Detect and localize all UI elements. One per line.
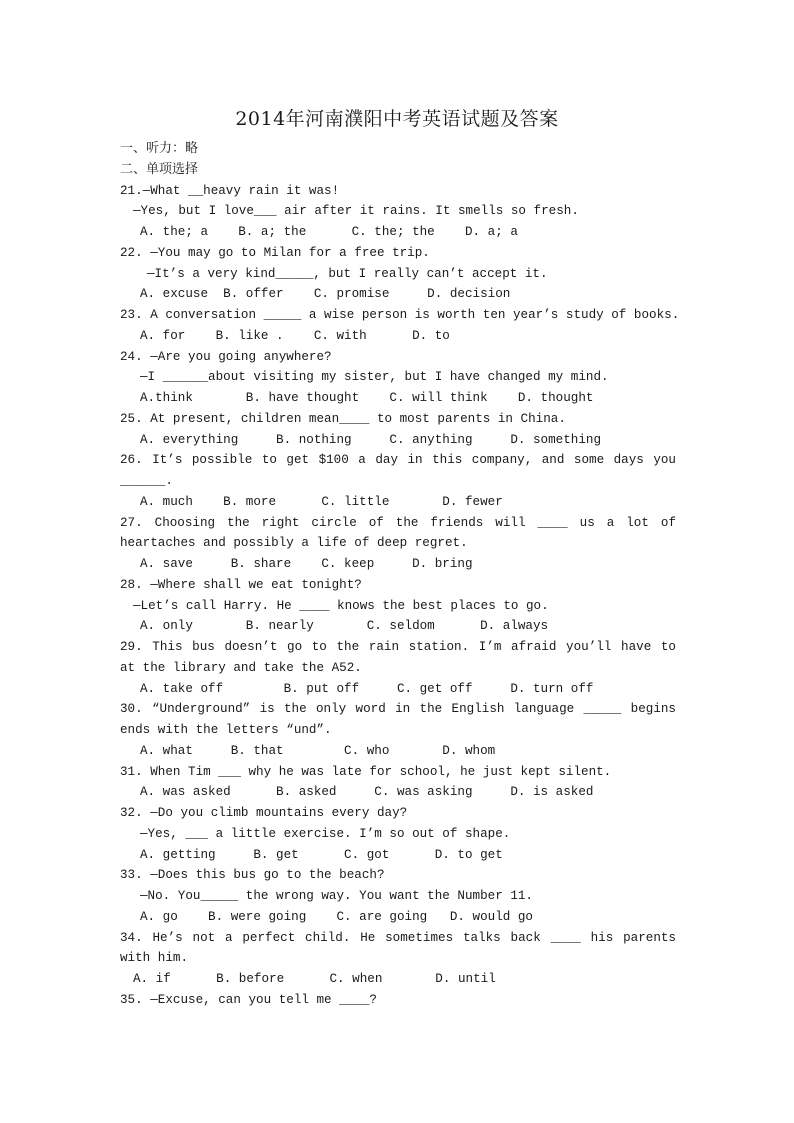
question-24: 24. —Are you going anywhere? (120, 349, 332, 364)
question-29-continued: at the library and take the A52. (120, 660, 362, 675)
question-30-continued: ends with the letters “und”. (120, 723, 332, 737)
question-26-options: A. much B. more C. little D. fewer (140, 494, 503, 509)
question-34-continued: with him. (120, 951, 189, 966)
question-34: 34. He’s not a perfect child. He sometimes talks back ____ his parents (120, 930, 676, 945)
question-30: 30. “Underground” is the only word in the English language _____ begins (120, 702, 676, 717)
section-single-choice: 二、单项选择 (120, 161, 199, 177)
question-33-reply: —No. You_____ the wrong way. You want the Number 11. (140, 889, 533, 903)
question-23: 23. A conversation _____ a wise person is worth ten year’s study of books. (120, 308, 680, 322)
question-33-options: A. go B. were going C. are going D. would go (140, 909, 533, 924)
question-23-options: A. for B. like . C. with D. to (140, 328, 450, 343)
question-21-reply: —Yes, but I love___ air after it rains. It smells so fresh. (133, 204, 579, 219)
question-21-options: A. the; a B. a; the C. the; the D. a; a (140, 225, 518, 239)
question-25: 25. At present, children mean____ to most parents in China. (120, 411, 566, 426)
question-25-options: A. everything B. nothing C. anything D. something (140, 432, 602, 447)
question-27-options: A. save B. share C. keep D. bring (140, 557, 473, 571)
question-31-options: A. was asked B. asked C. was asking D. is asked (140, 785, 594, 800)
question-27: 27. Choosing the right circle of the friends will ____ us a lot of (120, 515, 676, 530)
question-29: 29. This bus doesn’t go to the rain station. I’m afraid you’ll have to (120, 640, 676, 654)
question-28: 28. —Where shall we eat tonight? (120, 577, 362, 592)
question-22-reply: —It’s a very kind_____, but I really can’t accept it. (147, 266, 548, 281)
question-32: 32. —Do you climb mountains every day? (120, 806, 408, 820)
question-24-reply: —I ______about visiting my sister, but I have changed my mind. (140, 370, 609, 385)
question-21: 21.—What __heavy rain it was! (120, 183, 340, 198)
question-26: 26. It’s possible to get $100 a day in this company, and some days you (120, 453, 676, 468)
page-title: 2014年河南濮阳中考英语试题及答案 (235, 108, 559, 130)
question-32-options: A. getting B. get C. got D. to get (140, 847, 503, 862)
question-22-options: A. excuse B. offer C. promise D. decision (140, 287, 511, 302)
question-31: 31. When Tim ___ why he was late for school, he just kept silent. (120, 764, 612, 779)
question-34-options: A. if B. before C. when D. until (133, 972, 496, 986)
question-22: 22. —You may go to Milan for a free trip. (120, 245, 430, 260)
question-24-options: A.think B. have thought C. will think D. thought (140, 391, 594, 405)
question-29-options: A. take off B. put off C. get off D. turn off (140, 681, 594, 696)
question-28-reply: —Let’s call Harry. He ____ knows the best places to go. (133, 598, 549, 613)
question-28-options: A. only B. nearly C. seldom D. always (140, 619, 549, 634)
question-26-continued: ______. (120, 474, 173, 488)
exam-content (120, 139, 680, 1011)
section-listening: 一、听力：略 (120, 141, 199, 156)
question-27-continued: heartaches and possibly a life of deep regret. (120, 536, 468, 551)
question-30-options: A. what B. that C. who D. whom (140, 743, 496, 758)
question-35: 35. —Excuse, can you tell me ____? (120, 992, 377, 1007)
question-33: 33. —Does this bus go to the beach? (120, 868, 385, 883)
question-32-reply: —Yes, ___ a little exercise. I’m so out of shape. (140, 826, 511, 841)
